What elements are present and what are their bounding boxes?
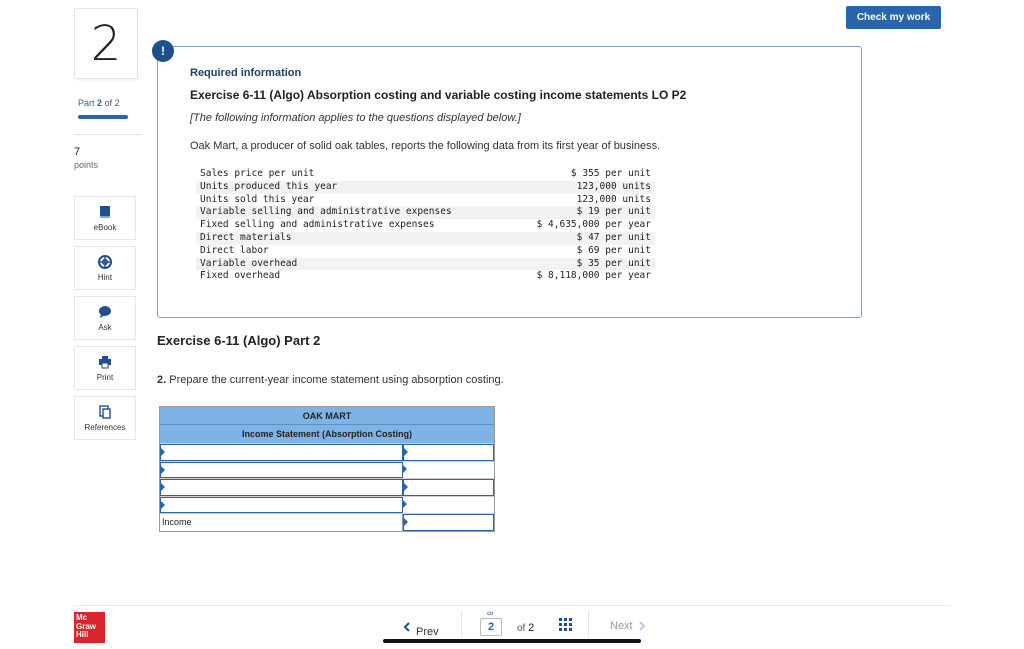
part-indicator — [78, 98, 120, 108]
row-value: $ 4,635,000 per year — [536, 219, 651, 231]
row-amount-input[interactable] — [403, 498, 494, 515]
row-label: Variable selling and administrative expenses — [196, 206, 508, 219]
income-label: Income — [160, 514, 403, 531]
dropdown-marker-icon — [161, 501, 165, 509]
row-label-input[interactable] — [163, 481, 402, 496]
amount-cell[interactable] — [403, 462, 494, 479]
row-amount-input[interactable] — [404, 483, 493, 498]
divider — [74, 134, 142, 135]
following-note: [The following information applies to the questions displayed below.] — [190, 112, 521, 124]
prev-button[interactable] — [403, 616, 439, 638]
statement-row — [160, 478, 494, 496]
row-label: Sales price per unit — [200, 168, 315, 179]
table-row — [196, 206, 655, 219]
income-statement-worksheet — [159, 406, 495, 532]
table-row — [196, 168, 655, 181]
points-value: 7 — [74, 146, 81, 158]
statement-header — [160, 407, 494, 443]
statement-row — [160, 443, 494, 461]
instruction — [157, 374, 504, 386]
row-label-input[interactable] — [163, 446, 402, 461]
book-icon — [99, 205, 111, 219]
statement-subtitle: Income Statement (Absorption Costing) — [241, 429, 412, 439]
references-icon — [98, 405, 112, 419]
label-cell[interactable] — [160, 479, 403, 496]
logo-line: Mc — [76, 613, 88, 622]
logo-line: Hill — [76, 630, 89, 639]
required-info-title: Required information — [190, 67, 302, 79]
chat-icon — [98, 305, 112, 319]
ask-button[interactable] — [74, 296, 136, 340]
table-row — [196, 270, 655, 283]
row-value: $ 8,118,000 per year — [536, 270, 651, 282]
hint-button[interactable] — [74, 246, 136, 290]
row-value: $ 355 per unit — [570, 168, 651, 179]
part-prefix: Part — [78, 98, 95, 108]
dropdown-marker-icon — [404, 448, 408, 456]
row-label: Direct materials — [196, 232, 508, 245]
table-row — [196, 194, 655, 207]
mcgraw-hill-logo — [74, 612, 105, 643]
ebook-label: eBook — [93, 222, 117, 232]
table-row — [196, 258, 655, 271]
references-label: References — [84, 422, 126, 432]
row-value: $ 47 per unit — [508, 232, 655, 245]
alert-icon: ! — [152, 40, 174, 62]
question-navigation — [383, 610, 668, 642]
label-cell[interactable] — [160, 444, 403, 461]
ebook-button[interactable] — [74, 196, 136, 240]
print-button[interactable] — [74, 346, 136, 390]
page-of — [517, 622, 534, 634]
logo-line: Graw — [76, 621, 97, 631]
part-of: of 2 — [104, 98, 120, 108]
row-value: 123,000 units — [576, 193, 651, 205]
instruction-text: Prepare the current-year income statement using absorption costing. — [169, 374, 504, 386]
check-my-work-button[interactable]: Check my work — [846, 6, 941, 29]
amount-cell[interactable] — [403, 444, 494, 461]
row-label: Fixed selling and administrative expenses — [200, 219, 435, 231]
points-label: points — [74, 160, 99, 170]
print-label: Print — [96, 372, 114, 382]
next-button[interactable] — [610, 620, 646, 632]
income-amount-input[interactable] — [404, 518, 493, 533]
dropdown-marker-icon — [161, 466, 165, 474]
row-label: Units produced this year — [196, 181, 508, 194]
question-number: 2 — [74, 8, 138, 79]
dropdown-marker-icon — [161, 448, 165, 456]
table-row — [196, 245, 655, 258]
statement-row — [160, 496, 494, 514]
print-icon — [98, 355, 112, 369]
instruction-number: 2. — [157, 374, 167, 386]
hint-icon — [98, 255, 112, 269]
dropdown-marker-icon — [404, 483, 408, 491]
row-label: Fixed overhead — [200, 270, 281, 282]
dropdown-marker-icon — [403, 500, 407, 508]
next-label: Next — [610, 620, 633, 632]
amount-cell[interactable] — [403, 479, 494, 496]
row-label: Units sold this year — [200, 193, 315, 205]
table-row — [196, 232, 655, 245]
row-label: Direct labor — [200, 244, 269, 256]
references-button[interactable] — [74, 396, 136, 440]
part-title: Exercise 6-11 (Algo) Part 2 — [157, 333, 321, 348]
exercise-title: Exercise 6-11 (Algo) Absorption costing and variable costing income statements LO P2 — [190, 88, 687, 102]
total-pages: 2 — [528, 622, 535, 634]
nav-divider — [461, 610, 462, 638]
dropdown-marker-icon — [161, 483, 165, 491]
row-value: $ 69 per unit — [576, 244, 651, 256]
prev-label: Prev — [416, 626, 439, 638]
row-label: Variable overhead — [196, 258, 508, 271]
hint-label: Hint — [97, 272, 113, 282]
chevron-right-icon — [639, 621, 646, 631]
row-value: $ 35 per unit — [508, 258, 655, 271]
company-data-table — [196, 168, 655, 283]
footer-divider — [74, 605, 950, 606]
current-page-input[interactable]: 2 — [480, 618, 502, 636]
grid-icon[interactable] — [559, 618, 572, 631]
table-row — [196, 181, 655, 194]
label-cell[interactable] — [160, 497, 403, 514]
ask-label: Ask — [98, 322, 112, 332]
nav-scroll-bar — [383, 639, 641, 643]
statement-row — [160, 461, 494, 479]
row-value: $ 19 per unit — [508, 206, 655, 219]
statement-company: OAK MART — [160, 407, 494, 425]
nav-divider — [588, 610, 589, 638]
link-icon: ∞ — [487, 608, 494, 618]
row-amount-input[interactable] — [403, 463, 494, 480]
intro-text: Oak Mart, a producer of solid oak tables, reports the following data from its first year of business. — [190, 140, 661, 152]
part-number: 2 — [97, 98, 103, 108]
page-of-label: of — [517, 623, 526, 634]
chevron-left-icon — [403, 622, 410, 632]
table-row — [196, 219, 655, 232]
row-amount-input[interactable] — [404, 448, 493, 463]
row-label-input[interactable] — [163, 463, 402, 478]
row-value: 123,000 units — [508, 181, 655, 194]
part-progress-bar — [78, 115, 128, 119]
row-label-input[interactable] — [163, 498, 402, 513]
statement-row — [160, 513, 494, 531]
label-cell[interactable] — [160, 462, 403, 479]
income-amount-cell[interactable] — [403, 514, 494, 531]
amount-cell[interactable] — [403, 497, 494, 514]
dropdown-marker-icon — [404, 518, 408, 526]
dropdown-marker-icon — [403, 465, 407, 473]
